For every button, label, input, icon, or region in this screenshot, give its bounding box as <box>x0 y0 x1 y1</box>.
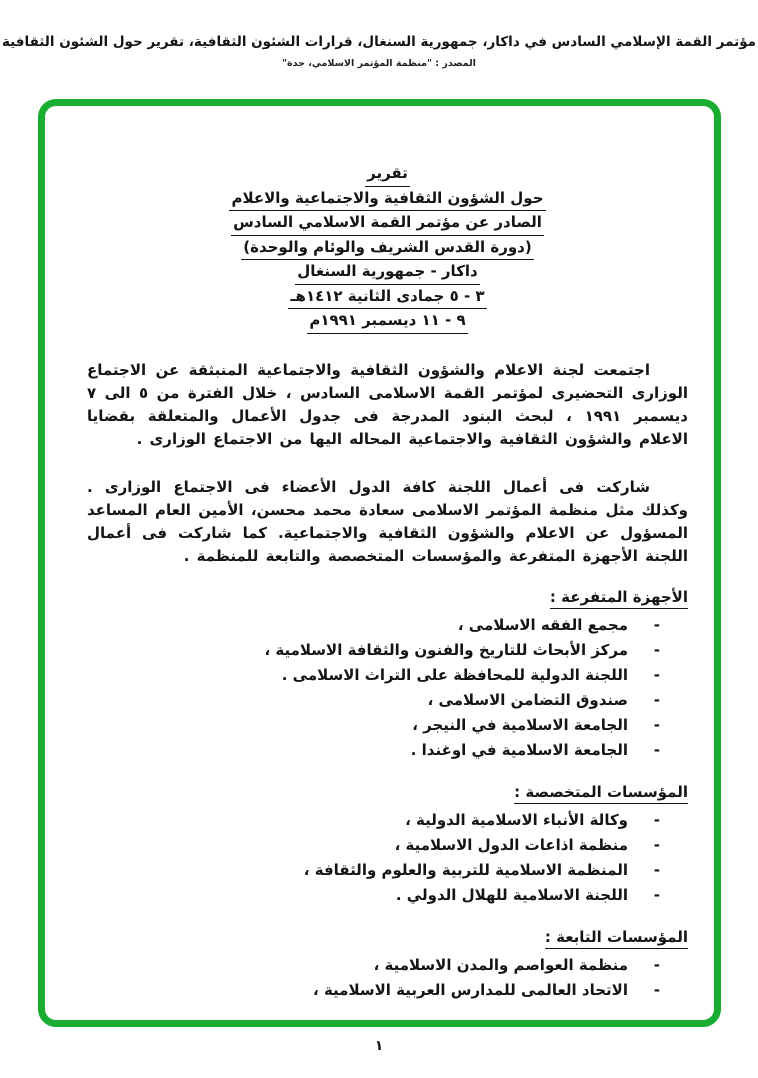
title-line-text: داكار - جمهورية السنغال <box>295 260 480 285</box>
dash-bullet: - <box>653 715 660 734</box>
list-item <box>87 688 688 713</box>
list-item-text: المنظمة الاسلامية للتربية والعلوم والثقافة ، <box>303 860 628 879</box>
section-subsidiary-organs <box>87 585 688 763</box>
dash-bullet: - <box>653 860 660 879</box>
list-item-text: الاتحاد العالمى للمدارس العربية الاسلامية ، <box>313 980 628 999</box>
dash-list <box>87 953 688 1003</box>
title-line <box>87 260 688 285</box>
paragraph: اجتمعت لجنة الاعلام والشؤون الثقافية والاجتماعية المنبثقة عن الاجتماع الوزارى التحضيرى لمؤتمر القمة الاسلامى السادس ، خلال الفترة من ٥ الى ٧ ديسمبر ١٩٩١ ، لبحث البنود المدرجة فى جدول الأعمال والمتعلقة بقضايا الاعلام والشؤون الثقافية والاجتماعية المحاله اليها من الاجتماع الوزارى . <box>87 360 688 448</box>
section-heading <box>87 925 688 949</box>
title-line <box>87 285 688 310</box>
dash-bullet: - <box>653 955 660 974</box>
list-item <box>87 663 688 688</box>
list-item-text: اللجنة الاسلامية للهلال الدولي . <box>395 885 628 904</box>
list-item <box>87 858 688 883</box>
dash-list <box>87 613 688 763</box>
list-item <box>87 883 688 908</box>
title-line <box>87 187 688 212</box>
dash-list <box>87 808 688 908</box>
dash-bullet: - <box>653 835 660 854</box>
section-heading-text: الأجهزة المتفرعة : <box>550 588 688 609</box>
paragraph: شاركت فى أعمال اللجنة كافة الدول الأعضاء فى الاجتماع الوزارى . وكذلك مثل منظمة المؤتمر الاسلامى سعادة محمد محسن، الأمين العام المساعد المسؤول عن الاعلام والشؤون الثقافية والاجتماعية. كما شاركت فى أعمال اللجنة الأجهزة المتفرعة والمؤسسات المتخصصة والتابعة للمنظمة . <box>87 477 688 565</box>
list-item-text: اللجنة الدولية للمحافظة على التراث الاسلامى . <box>281 665 628 684</box>
list-item-text: وكالة الأنباء الاسلامية الدولية ، <box>405 810 628 829</box>
list-item-text: صندوق التضامن الاسلامى ، <box>427 690 628 709</box>
title-line <box>87 309 688 334</box>
list-item-text: مركز الأبحاث للتاريخ والفنون والثقافة الاسلامية ، <box>264 640 628 659</box>
list-item-text: منظمة العواصم والمدن الاسلامية ، <box>373 955 628 974</box>
list-item <box>87 808 688 833</box>
section-heading-text: المؤسسات التابعة : <box>545 928 688 949</box>
dash-bullet: - <box>653 980 660 999</box>
section-heading <box>87 780 688 804</box>
title-line-text: (دورة القدس الشريف والوئام والوحدة) <box>241 236 534 261</box>
title-line-text: الصادر عن مؤتمر القمة الاسلامي السادس <box>231 211 544 236</box>
section-affiliated-institutions <box>87 925 688 1003</box>
list-item <box>87 953 688 978</box>
section-specialized-institutions <box>87 780 688 908</box>
list-item-text: منظمة اذاعات الدول الاسلامية ، <box>394 835 628 854</box>
report-title-block <box>87 162 688 334</box>
section-heading <box>87 585 688 609</box>
list-item-text: مجمع الفقه الاسلامى ، <box>457 615 628 634</box>
dash-bullet: - <box>653 665 660 684</box>
list-item <box>87 978 688 1003</box>
header-title: مؤتمر القمة الإسلامي السادس في داكار، جمهورية السنغال، قرارات الشئون الثقافية، تقرير حول الشئون الثقافية <box>1 34 757 50</box>
title-line-text: ٩ - ١١ ديسمبر ١٩٩١م <box>307 309 467 334</box>
list-item <box>87 738 688 763</box>
title-line-text: حول الشؤون الثقافية والاجتماعية والاعلام <box>229 187 545 212</box>
title-line <box>87 211 688 236</box>
list-item <box>87 613 688 638</box>
dash-bullet: - <box>653 615 660 634</box>
page-number: ١ <box>374 1038 384 1054</box>
list-item <box>87 713 688 738</box>
list-item <box>87 833 688 858</box>
list-item <box>87 638 688 663</box>
title-line-text: ٣ - ٥ جمادى الثانية ١٤١٢هـ <box>288 285 486 310</box>
dash-bullet: - <box>653 885 660 904</box>
list-item-text: الجامعة الاسلامية في اوغندا . <box>410 740 628 759</box>
dash-bullet: - <box>653 690 660 709</box>
document-header <box>0 33 758 69</box>
section-heading-text: المؤسسات المتخصصة : <box>514 783 688 804</box>
header-source: المصدر : "منظمة المؤتمر الاسلامي، جدة" <box>282 58 476 69</box>
dash-bullet: - <box>653 740 660 759</box>
dash-bullet: - <box>653 640 660 659</box>
list-item-text: الجامعة الاسلامية في النيجر ، <box>412 715 628 734</box>
title-line <box>87 236 688 261</box>
dash-bullet: - <box>653 810 660 829</box>
document-frame <box>38 99 721 1027</box>
title-line <box>87 162 688 187</box>
title-line-text: تقرير <box>365 162 410 187</box>
